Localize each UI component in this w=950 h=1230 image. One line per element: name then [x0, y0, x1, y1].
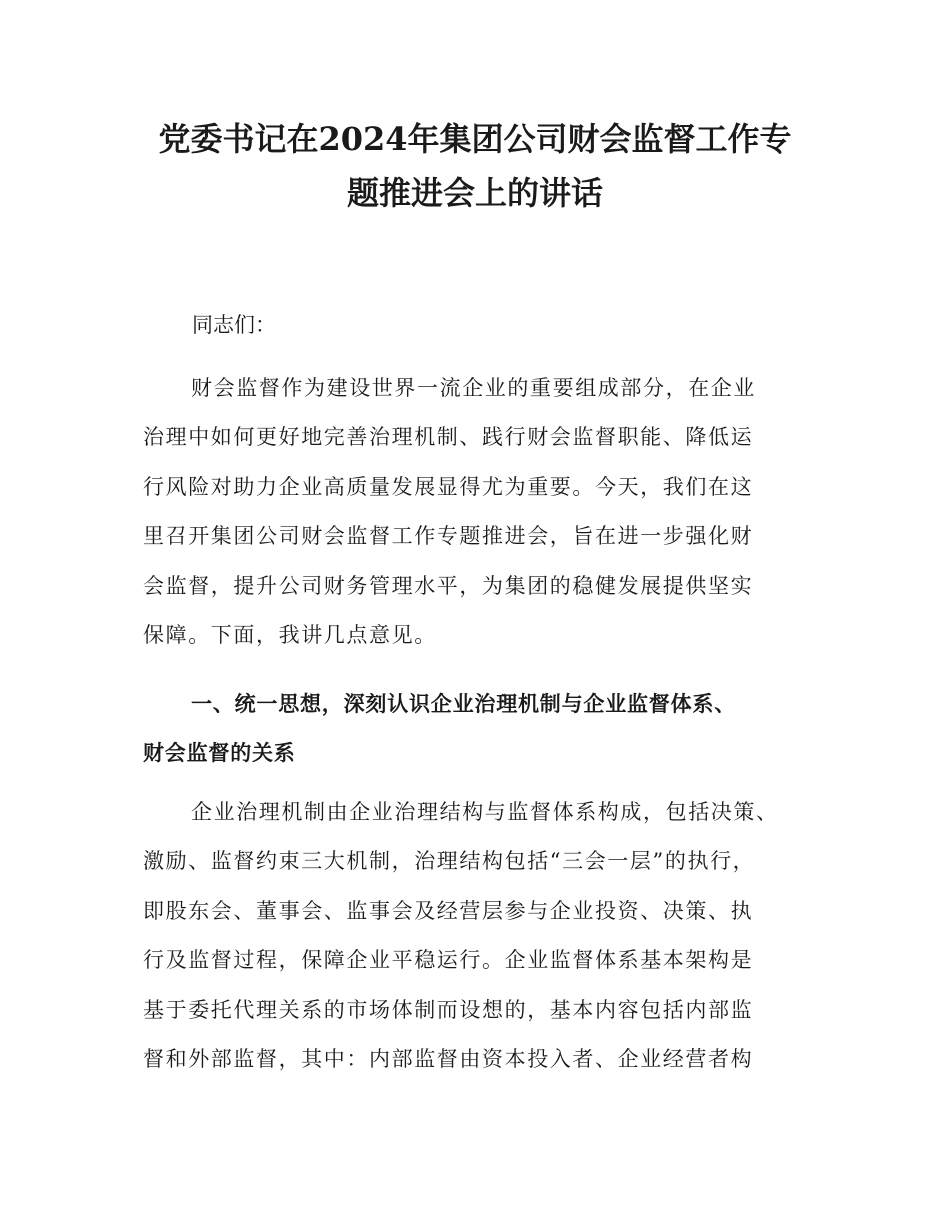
paragraph-line: 基于委托代理关系的市场体制而设想的，基本内容包括内部监: [143, 997, 754, 1022]
section-heading-1: [143, 680, 823, 779]
paragraph-line: 激励、监督约束三大机制，治理结构包括“三会一层”的执行，: [143, 849, 756, 874]
title-line: 题推进会上的讲话: [346, 174, 603, 212]
paragraph-line: 行风险对助力企业高质量发展显得尤为重要。今天，我们在这: [143, 474, 754, 499]
heading-line: 财会监督的关系: [143, 741, 296, 766]
paragraph-line: 治理中如何更好地完善治理机制、践行财会监督职能、降低运: [143, 425, 754, 450]
document-title: [100, 112, 850, 220]
paragraph-line: 督和外部监督，其中：内部监督由资本投入者、企业经营者构: [143, 1046, 754, 1071]
paragraph-line: 即股东会、董事会、监事会及经营层参与企业投资、决策、执: [143, 898, 754, 923]
paragraph-line: 行及监督过程，保障企业平稳运行。企业监督体系基本架构是: [143, 948, 754, 973]
paragraph-governance: [143, 788, 823, 1084]
paragraph-line: 保障。下面，我讲几点意见。: [143, 622, 437, 647]
title-line: 党委书记在2024年集团公司财会监督工作专: [158, 120, 792, 158]
paragraph-line: 财会监督作为建设世界一流企业的重要组成部分，在企业: [191, 376, 756, 400]
paragraph-line: 企业治理机制由企业治理结构与监督体系构成，包括决策、: [191, 800, 779, 824]
paragraph-intro: [143, 364, 823, 660]
paragraph-line: 会监督，提升公司财务管理水平，为集团的稳健发展提供坚实: [143, 573, 754, 598]
heading-line: 一、统一思想，深刻认识企业治理机制与企业监督体系、: [191, 692, 736, 716]
paragraph-line: 里召开集团公司财会监督工作专题推进会，旨在进一步强化财: [143, 524, 754, 549]
salutation: 同志们：: [192, 313, 276, 337]
